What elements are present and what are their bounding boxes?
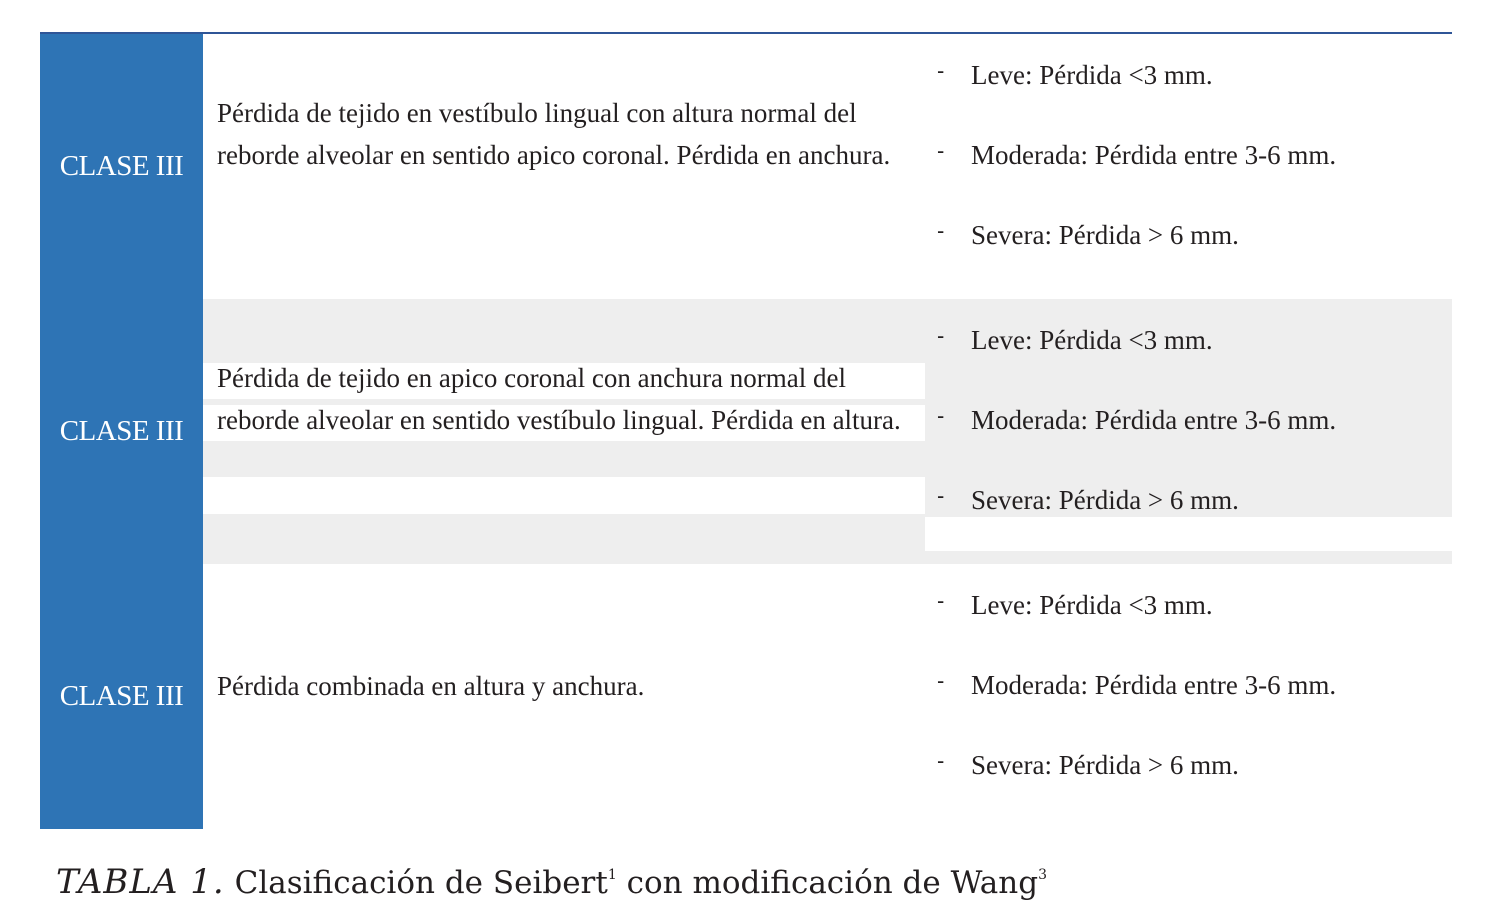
severity-text: Moderada: Pérdida entre 3-6 mm. — [971, 670, 1337, 700]
severity-list — [937, 299, 1437, 564]
class-label: CLASE III — [59, 415, 184, 447]
description-text: Pérdida de tejido en vestíbulo lingual con altura normal del reborde alveolar en sentido apico coronal. Pérdida en anchura. — [217, 98, 891, 170]
class-label: CLASE III — [59, 150, 184, 182]
severity-text: Leve: Pérdida <3 mm. — [971, 325, 1213, 355]
class-cell — [40, 564, 203, 829]
description-cell — [217, 92, 927, 176]
severity-text: Moderada: Pérdida entre 3-6 mm. — [971, 405, 1337, 435]
severity-item — [937, 323, 1213, 356]
dash-bullet: - — [937, 588, 945, 613]
dash-bullet: - — [937, 138, 945, 163]
caption-text: con modificación de Wang — [616, 865, 1039, 901]
class-cell — [40, 34, 203, 299]
dash-bullet: - — [937, 403, 945, 428]
caption-text: Clasificación de Seibert — [234, 865, 608, 901]
description-text: Pérdida combinada en altura y anchura. — [217, 671, 645, 701]
table-row — [40, 299, 1452, 564]
description-cell — [217, 665, 927, 707]
severity-item — [937, 58, 1213, 91]
row-shading — [203, 514, 925, 564]
severity-list — [937, 34, 1437, 299]
dash-bullet: - — [937, 58, 945, 83]
dash-bullet: - — [937, 668, 945, 693]
severity-item — [937, 403, 1336, 436]
reference-superscript: 1 — [607, 867, 617, 883]
severity-text: Severa: Pérdida > 6 mm. — [971, 485, 1239, 515]
severity-list — [937, 564, 1437, 829]
severity-item — [937, 138, 1336, 171]
row-shading — [203, 441, 925, 477]
severity-text: Moderada: Pérdida entre 3-6 mm. — [971, 140, 1337, 170]
reference-superscript: 3 — [1038, 867, 1047, 883]
description-text: Pérdida de tejido en apico coronal con anchura normal del reborde alveolar en sentido vestíbulo lingual. Pérdida en altura. — [217, 363, 901, 435]
description-cell — [217, 357, 927, 441]
table-row — [40, 564, 1452, 829]
severity-text: Severa: Pérdida > 6 mm. — [971, 750, 1239, 780]
caption-label: TABLA 1. — [56, 862, 225, 902]
severity-item — [937, 668, 1336, 701]
dash-bullet: - — [937, 323, 945, 348]
dash-bullet: - — [937, 748, 945, 773]
severity-item — [937, 483, 1239, 516]
severity-item — [937, 588, 1213, 621]
severity-item — [937, 218, 1239, 251]
class-cell — [40, 299, 203, 564]
severity-text: Leve: Pérdida <3 mm. — [971, 60, 1213, 90]
class-label: CLASE III — [59, 680, 184, 712]
severity-text: Leve: Pérdida <3 mm. — [971, 590, 1213, 620]
severity-text: Severa: Pérdida > 6 mm. — [971, 220, 1239, 250]
dash-bullet: - — [937, 218, 945, 243]
severity-item — [937, 748, 1239, 781]
table-row — [40, 34, 1452, 299]
dash-bullet: - — [937, 483, 945, 508]
table-caption — [56, 862, 1047, 902]
classification-table — [40, 34, 1452, 829]
